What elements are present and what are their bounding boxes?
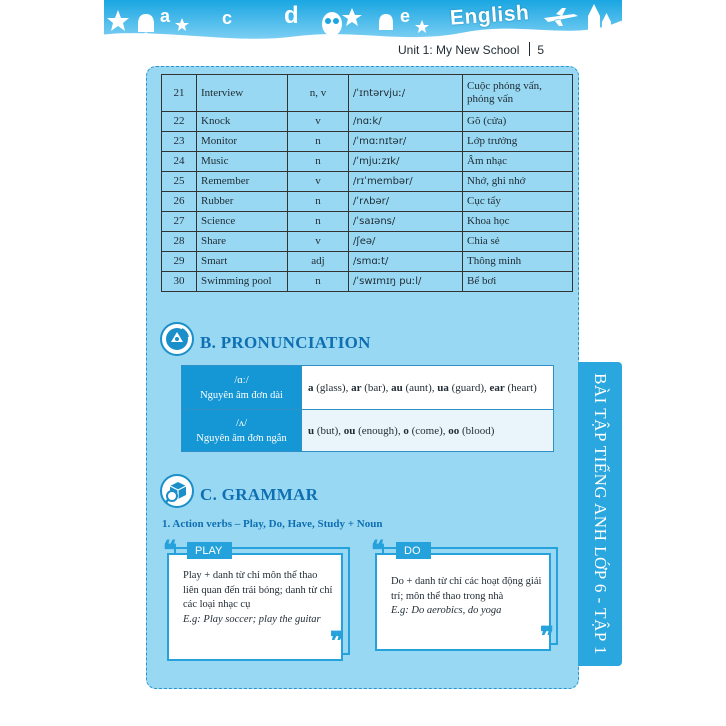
example-text: E.g: Play soccer; play the guitar [183,613,321,625]
example-word: (blood) [459,424,495,437]
unit-title: Unit 1: My New School [398,43,520,57]
word-type: v [288,172,349,192]
table-row [162,132,573,152]
sound-letters: a [308,381,314,394]
word-type: n [288,212,349,232]
sound-label: Nguyên âm đơn dài [200,389,283,401]
sound-label: Nguyên âm đơn ngắn [196,432,287,444]
word-number: 28 [162,232,197,252]
pronunciation-ipa: /nɑːk/ [349,112,463,132]
word-type: v [288,232,349,252]
word: Music [197,152,288,172]
meaning: Âm nhạc [463,152,573,172]
box-tag: PLAY [187,542,232,559]
side-tab [578,362,622,666]
word-type: n [288,152,349,172]
section-title-grammar: C. GRAMMAR [200,485,319,504]
table-row [162,75,573,112]
vocabulary-table [161,74,573,292]
pronunciation-ipa: /ˈɪntərvjuː/ [349,75,463,112]
sound-letters: ar [351,381,362,394]
banner-letter: c [222,8,233,28]
pronunciation-ipa: /ˈmɑːnɪtər/ [349,132,463,152]
word-number: 23 [162,132,197,152]
section-title-pronunciation: B. PRONUNCIATION [200,333,371,352]
side-tab-label: BÀI TẬP TIẾNG ANH LỚP 6 - TẬP 1 [591,373,610,655]
meaning: Nhớ, ghi nhớ [463,172,573,192]
banner-title: English [449,1,531,30]
word-number: 27 [162,212,197,232]
owl-icon [322,12,342,36]
word: Remember [197,172,288,192]
page-number: 5 [537,43,545,57]
table-row [162,112,573,132]
divider [529,42,530,56]
example-cell [302,366,554,410]
word-type: adj [288,252,349,272]
sound-letters: u [308,424,315,437]
word-number: 22 [162,112,197,132]
table-row [162,172,573,192]
meaning: Lớp trưởng [463,132,573,152]
sound-cell [182,410,302,452]
example-word: (come), [408,424,449,437]
table-row [162,232,573,252]
rule-text: Do + danh từ chỉ các hoạt động giải trí; môn thể thao trong nhà [391,576,542,602]
sound-letters: o [403,424,409,437]
banner-graphic [104,0,622,58]
sound-letters: ua [437,381,449,394]
table-row [162,212,573,232]
word-type: n, v [288,75,349,112]
word: Smart [197,252,288,272]
word: Monitor [197,132,288,152]
sound-letters: oo [448,424,460,437]
meaning: Gõ (cửa) [463,112,573,132]
example-word: (but), [314,424,344,437]
grammar-subheading: 1. Action verbs – Play, Do, Have, Study + Noun [162,518,383,530]
box-tag: DO [396,542,431,559]
meaning: Bể bơi [463,272,573,292]
quote-close-icon: ❞ [330,627,344,657]
table-row [162,252,573,272]
example-text: E.g: Do aerobics, do yoga [391,605,502,616]
table-row [162,152,573,172]
bell-icon [379,14,393,30]
example-word: (glass), [313,381,352,394]
sound-letters: ear [489,381,505,394]
running-head [398,42,544,57]
word-number: 30 [162,272,197,292]
pronunciation-ipa: /ˈsaɪəns/ [349,212,463,232]
sound-cell [182,366,302,410]
word: Swimming pool [197,272,288,292]
word: Rubber [197,192,288,212]
banner-letter: a [160,6,171,26]
pronunciation-ipa: /ˈswɪmɪŋ puːl/ [349,272,463,292]
sound-symbol: /ɑː/ [234,374,249,386]
word: Knock [197,112,288,132]
sound-examples [308,382,537,394]
meaning: Cuộc phỏng vấn, phỏng vấn [463,75,573,112]
word-number: 25 [162,172,197,192]
table-row [162,192,573,212]
box-text [183,569,335,627]
magnifier-cube-icon [160,474,194,508]
sound-symbol: /ʌ/ [235,417,248,429]
meaning: Cục tẩy [463,192,573,212]
meaning: Khoa học [463,212,573,232]
grammar-box-play [167,553,343,661]
example-word: (heart) [504,381,537,394]
word-type: v [288,112,349,132]
word: Share [197,232,288,252]
word-number: 29 [162,252,197,272]
pronunciation-ipa: /ˈmjuːzɪk/ [349,152,463,172]
word-type: n [288,192,349,212]
table-row [182,366,554,410]
word: Science [197,212,288,232]
grammar-box-do [375,553,551,651]
pronunciation-table [181,365,554,452]
word-type: n [288,272,349,292]
pronunciation-ipa: /ˈrʌbər/ [349,192,463,212]
word-number: 26 [162,192,197,212]
pronunciation-ipa: /ʃeə/ [349,232,463,252]
word-number: 24 [162,152,197,172]
word-number: 21 [162,75,197,112]
pronunciation-ipa: /smɑːt/ [349,252,463,272]
sound-letters: ou [343,424,356,437]
banner-letter: e [400,6,411,26]
banner-letter: d [284,2,299,29]
example-word: (guard), [448,381,490,394]
quote-open-icon: ❝ [371,536,385,566]
table-row [162,272,573,292]
table-row [182,410,554,452]
example-word: (enough), [355,424,404,437]
pronunciation-ipa: /rɪˈmembər/ [349,172,463,192]
meaning: Thông minh [463,252,573,272]
word-type: n [288,132,349,152]
header-banner [104,0,622,58]
sound-letters: au [391,381,403,394]
meaning: Chia sẻ [463,232,573,252]
word: Interview [197,75,288,112]
rule-text: Play + danh từ chỉ môn thể thao liên quan đến trái bóng; danh từ chỉ các loại nhạc cụ [183,570,333,610]
quote-close-icon: ❞ [540,622,554,652]
example-word: (bar), [361,381,392,394]
box-text [391,575,543,619]
example-cell [302,410,554,452]
example-word: (aunt), [402,381,438,394]
sound-examples [308,425,494,437]
compass-icon [160,322,194,356]
quote-open-icon: ❝ [163,536,177,566]
